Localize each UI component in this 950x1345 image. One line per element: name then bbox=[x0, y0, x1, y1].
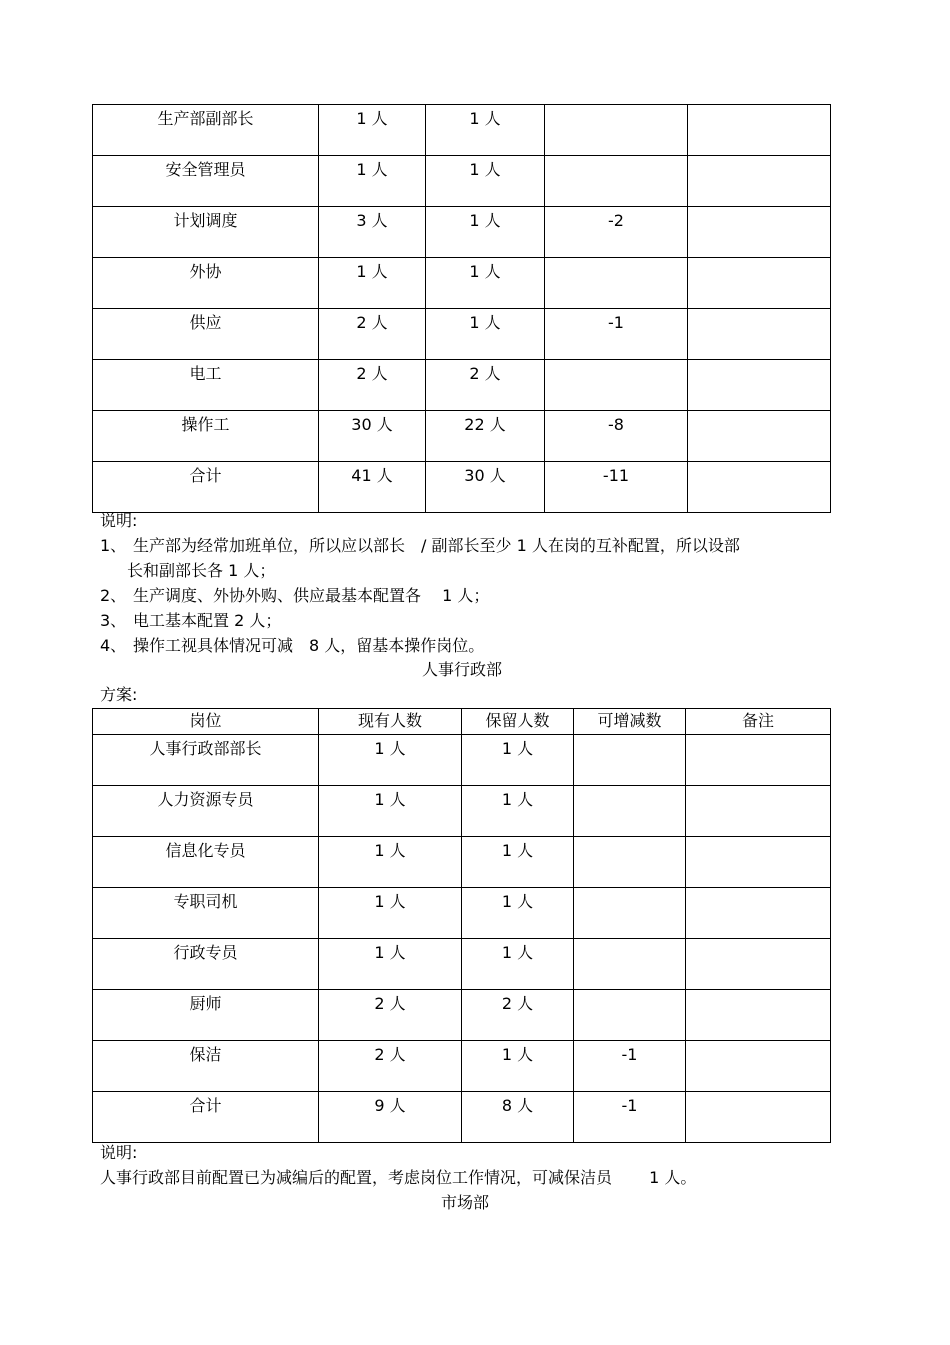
cell-adjustable-count bbox=[574, 888, 686, 939]
cell-current-count: 1 人 bbox=[319, 786, 462, 837]
cell-adjustable-count bbox=[574, 939, 686, 990]
cell-adjustable-count bbox=[545, 105, 688, 156]
cell-position: 信息化专员 bbox=[93, 837, 319, 888]
cell-adjustable-count: -2 bbox=[545, 207, 688, 258]
table-row bbox=[93, 1092, 831, 1143]
hr-staff-table bbox=[92, 708, 831, 1143]
production-note-4: 操作工视具体情况可减 8 人，留基本操作岗位。 bbox=[133, 636, 485, 655]
cell-position: 专职司机 bbox=[93, 888, 319, 939]
cell-adjustable-count bbox=[545, 360, 688, 411]
cell-adjustable-count bbox=[574, 786, 686, 837]
cell-retained-count: 1 人 bbox=[462, 1041, 574, 1092]
cell-retained-count: 1 人 bbox=[462, 786, 574, 837]
cell-position: 保洁 bbox=[93, 1041, 319, 1092]
cell-retained-count: 2 人 bbox=[462, 990, 574, 1041]
cell-current-count: 1 人 bbox=[319, 258, 426, 309]
cell-retained-count: 1 人 bbox=[462, 888, 574, 939]
cell-position: 供应 bbox=[93, 309, 319, 360]
cell-remarks bbox=[688, 309, 831, 360]
cell-remarks bbox=[688, 105, 831, 156]
cell-retained-count: 1 人 bbox=[426, 309, 545, 360]
cell-remarks bbox=[686, 888, 831, 939]
cell-adjustable-count: -1 bbox=[545, 309, 688, 360]
table-row bbox=[93, 990, 831, 1041]
cell-remarks bbox=[686, 1041, 831, 1092]
production-note-2-number: 2、 bbox=[100, 586, 127, 605]
cell-retained-count: 1 人 bbox=[426, 156, 545, 207]
cell-current-count: 41 人 bbox=[319, 462, 426, 513]
cell-remarks bbox=[688, 360, 831, 411]
production-note-4-number: 4、 bbox=[100, 636, 127, 655]
cell-current-count: 1 人 bbox=[319, 156, 426, 207]
cell-retained-count: 1 人 bbox=[462, 837, 574, 888]
cell-adjustable-count: -1 bbox=[574, 1092, 686, 1143]
cell-position: 厨师 bbox=[93, 990, 319, 1041]
cell-retained-count: 1 人 bbox=[426, 105, 545, 156]
table-row bbox=[93, 735, 831, 786]
cell-current-count: 9 人 bbox=[319, 1092, 462, 1143]
table-row bbox=[93, 309, 831, 360]
production-notes-label: 说明: bbox=[100, 511, 138, 530]
table-row bbox=[93, 411, 831, 462]
cell-remarks bbox=[688, 411, 831, 462]
cell-current-count: 1 人 bbox=[319, 888, 462, 939]
table-row bbox=[93, 888, 831, 939]
cell-adjustable-count: -8 bbox=[545, 411, 688, 462]
cell-current-count: 30 人 bbox=[319, 411, 426, 462]
table-row bbox=[93, 360, 831, 411]
production-note-2: 生产调度、外协外购、供应最基本配置各 1 人； bbox=[133, 586, 490, 605]
cell-adjustable-count bbox=[545, 156, 688, 207]
cell-current-count: 1 人 bbox=[319, 837, 462, 888]
production-note-1: 生产部为经常加班单位，所以应以部长 / 副部长至少 1 人在岗的互补配置，所以设部 bbox=[133, 536, 740, 555]
cell-retained-count: 1 人 bbox=[426, 207, 545, 258]
production-staff-table bbox=[92, 104, 831, 513]
cell-current-count: 3 人 bbox=[319, 207, 426, 258]
cell-adjustable-count bbox=[574, 735, 686, 786]
cell-remarks bbox=[686, 735, 831, 786]
cell-retained-count: 8 人 bbox=[462, 1092, 574, 1143]
cell-adjustable-count bbox=[574, 837, 686, 888]
cell-position: 合计 bbox=[93, 1092, 319, 1143]
cell-remarks bbox=[686, 990, 831, 1041]
cell-remarks bbox=[688, 258, 831, 309]
cell-current-count: 2 人 bbox=[319, 309, 426, 360]
production-note-1-number: 1、 bbox=[100, 536, 127, 555]
table-row bbox=[93, 462, 831, 513]
cell-adjustable-count bbox=[574, 990, 686, 1041]
cell-position: 人力资源专员 bbox=[93, 786, 319, 837]
cell-position: 安全管理员 bbox=[93, 156, 319, 207]
header-remarks: 备注 bbox=[686, 709, 831, 735]
header-adjustable-count: 可增减数 bbox=[574, 709, 686, 735]
cell-position: 行政专员 bbox=[93, 939, 319, 990]
production-note-1-continued: 长和副部长各 1 人； bbox=[127, 561, 276, 580]
cell-remarks bbox=[686, 1092, 831, 1143]
cell-current-count: 1 人 bbox=[319, 939, 462, 990]
header-position: 岗位 bbox=[93, 709, 319, 735]
cell-position: 外协 bbox=[93, 258, 319, 309]
header-current-count: 现有人数 bbox=[319, 709, 462, 735]
cell-adjustable-count: -11 bbox=[545, 462, 688, 513]
cell-retained-count: 22 人 bbox=[426, 411, 545, 462]
cell-current-count: 1 人 bbox=[319, 105, 426, 156]
header-retained-count: 保留人数 bbox=[462, 709, 574, 735]
hr-plan-label: 方案: bbox=[100, 685, 138, 704]
cell-current-count: 2 人 bbox=[319, 1041, 462, 1092]
cell-remarks bbox=[686, 837, 831, 888]
cell-retained-count: 30 人 bbox=[426, 462, 545, 513]
production-note-3-number: 3、 bbox=[100, 611, 127, 630]
cell-remarks bbox=[688, 462, 831, 513]
cell-remarks bbox=[688, 207, 831, 258]
table-row bbox=[93, 258, 831, 309]
table-row bbox=[93, 786, 831, 837]
hr-note: 人事行政部目前配置已为减编后的配置，考虑岗位工作情况，可减保洁员 1 人。 bbox=[100, 1168, 697, 1187]
table-row bbox=[93, 207, 831, 258]
cell-retained-count: 2 人 bbox=[426, 360, 545, 411]
cell-current-count: 2 人 bbox=[319, 990, 462, 1041]
hr-table-header-row bbox=[93, 709, 831, 735]
cell-position: 电工 bbox=[93, 360, 319, 411]
cell-remarks bbox=[688, 156, 831, 207]
table-row bbox=[93, 156, 831, 207]
table-row bbox=[93, 105, 831, 156]
table-row bbox=[93, 1041, 831, 1092]
cell-current-count: 1 人 bbox=[319, 735, 462, 786]
cell-position: 操作工 bbox=[93, 411, 319, 462]
hr-notes-label: 说明: bbox=[100, 1143, 138, 1162]
market-section-title: 市场部 bbox=[440, 1193, 489, 1212]
cell-position: 生产部副部长 bbox=[93, 105, 319, 156]
table-row bbox=[93, 837, 831, 888]
cell-remarks bbox=[686, 786, 831, 837]
cell-remarks bbox=[686, 939, 831, 990]
production-note-3: 电工基本配置 2 人； bbox=[133, 611, 282, 630]
cell-adjustable-count: -1 bbox=[574, 1041, 686, 1092]
cell-current-count: 2 人 bbox=[319, 360, 426, 411]
cell-position: 计划调度 bbox=[93, 207, 319, 258]
table-row bbox=[93, 939, 831, 990]
cell-position: 合计 bbox=[93, 462, 319, 513]
cell-retained-count: 1 人 bbox=[426, 258, 545, 309]
cell-adjustable-count bbox=[545, 258, 688, 309]
hr-section-title: 人事行政部 bbox=[421, 660, 502, 679]
cell-retained-count: 1 人 bbox=[462, 735, 574, 786]
cell-retained-count: 1 人 bbox=[462, 939, 574, 990]
cell-position: 人事行政部部长 bbox=[93, 735, 319, 786]
